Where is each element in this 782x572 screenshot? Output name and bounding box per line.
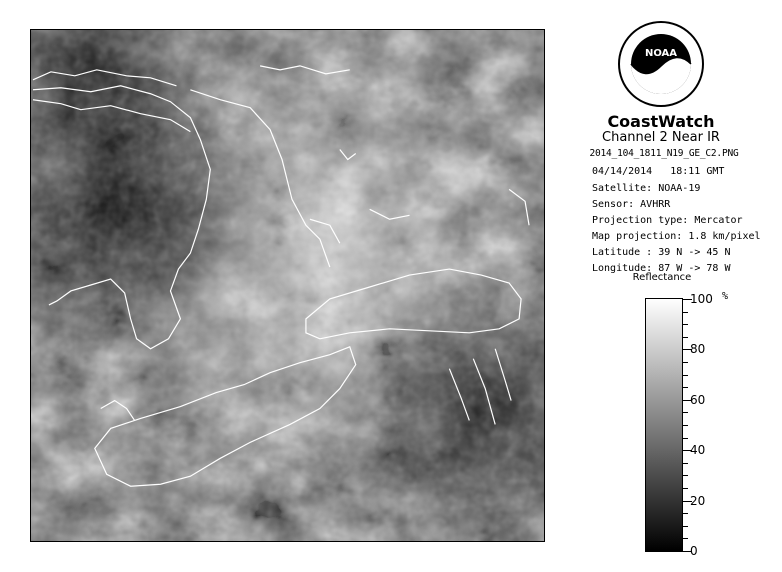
page-title: CoastWatch xyxy=(607,112,715,131)
colorbar-minor-tick xyxy=(683,438,688,439)
projection-type-info: Projection type: Mercator xyxy=(592,215,743,226)
acquisition-time: 18:11 GMT xyxy=(670,166,725,177)
logo-inner-text: NOAA xyxy=(644,48,678,59)
colorbar-unit: % xyxy=(722,291,729,302)
colorbar-tick-label: 0 xyxy=(690,544,698,558)
colorbar-tick-label: 80 xyxy=(690,342,706,356)
satellite-image xyxy=(30,29,545,542)
acquisition-datetime xyxy=(592,166,724,177)
colorbar-minor-tick xyxy=(683,488,688,489)
sensor-info: Sensor: AVHRR xyxy=(592,199,671,210)
colorbar-tick-label: 60 xyxy=(690,393,706,407)
colorbar-tick-label: 20 xyxy=(690,494,706,508)
colorbar-tick-label: 40 xyxy=(690,443,706,457)
colorbar-minor-tick xyxy=(683,312,688,313)
satellite-info: Satellite: NOAA-19 xyxy=(592,183,701,194)
colorbar-minor-tick xyxy=(683,526,688,527)
acquisition-date: 04/14/2014 xyxy=(592,166,653,177)
colorbar-label: Reflectance xyxy=(632,272,692,283)
satellite-image-svg xyxy=(31,30,544,541)
colorbar-minor-tick xyxy=(683,412,688,413)
noaa-logo-icon xyxy=(617,20,705,108)
colorbar-minor-tick xyxy=(683,513,688,514)
colorbar-minor-tick xyxy=(683,475,688,476)
colorbar-minor-tick xyxy=(683,463,688,464)
noaa-logo xyxy=(617,20,705,108)
colorbar-tick-label: 100 xyxy=(690,292,713,306)
colorbar-minor-tick xyxy=(683,538,688,539)
longitude-info: Longitude: 87 W -> 78 W xyxy=(592,263,731,274)
colorbar xyxy=(645,298,683,552)
channel-subtitle: Channel 2 Near IR xyxy=(602,130,720,145)
colorbar-minor-tick xyxy=(683,362,688,363)
image-filename: 2014_104_1811_N19_GE_C2.PNG xyxy=(589,148,739,159)
latitude-info: Latitude : 39 N -> 45 N xyxy=(592,247,731,258)
colorbar-minor-tick xyxy=(683,375,688,376)
colorbar-minor-tick xyxy=(683,324,688,325)
colorbar-minor-tick xyxy=(683,387,688,388)
colorbar-minor-tick xyxy=(683,337,688,338)
colorbar-minor-tick xyxy=(683,425,688,426)
map-projection-info: Map projection: 1.8 km/pixel xyxy=(592,231,761,242)
